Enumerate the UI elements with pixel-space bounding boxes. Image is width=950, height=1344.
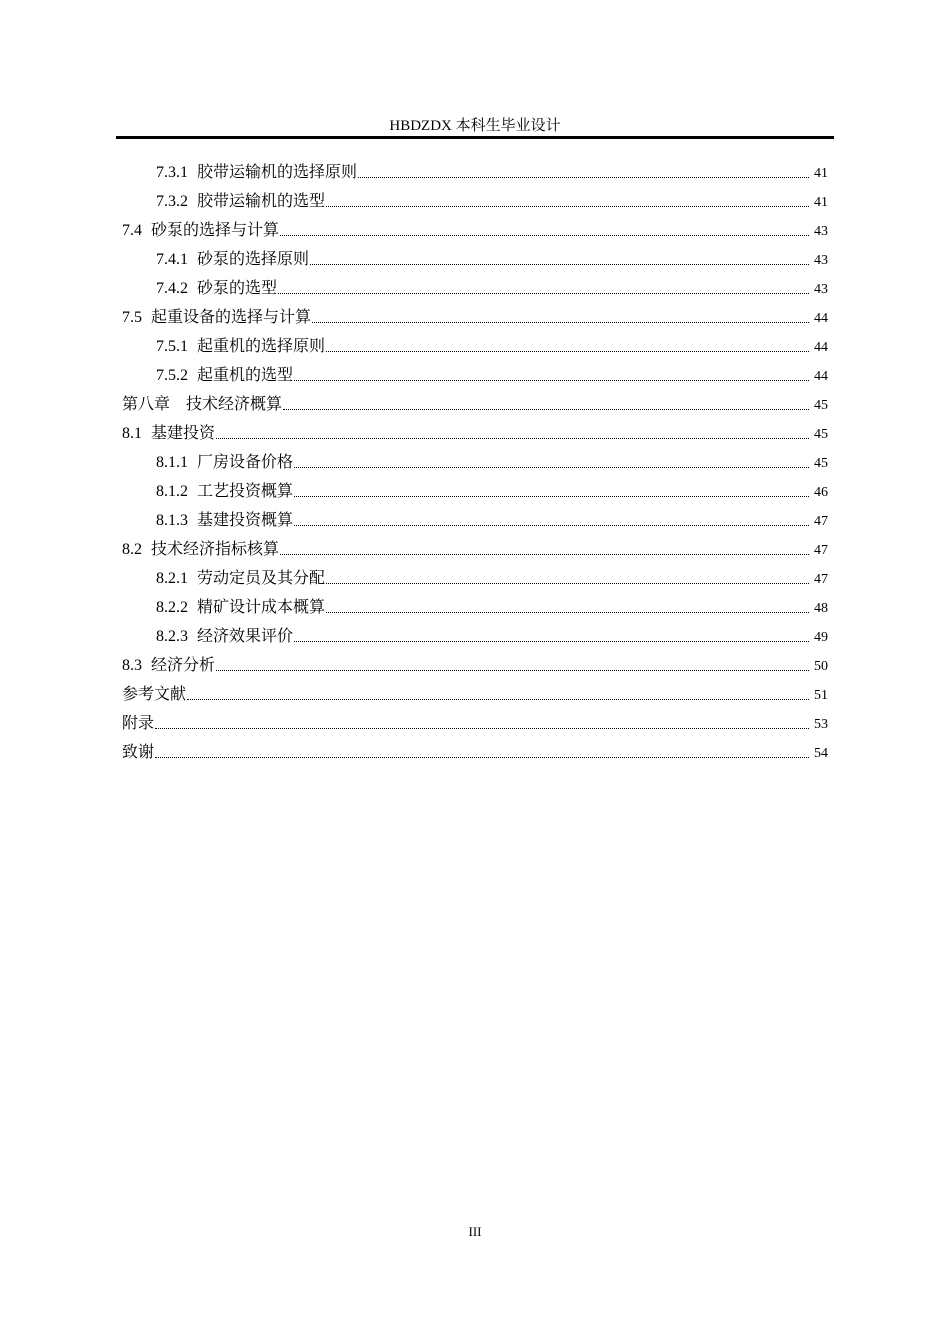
toc-entry-page: 47 (814, 514, 828, 529)
toc-entry-number: 7.5.1 (156, 338, 188, 355)
dot-leader (294, 524, 809, 526)
toc-entry-page: 44 (814, 311, 828, 326)
page-header: HBDZDX 本科生毕业设计 (389, 118, 561, 134)
toc-entry-page: 41 (814, 195, 828, 210)
dot-leader (280, 553, 809, 555)
toc-entry-number: 7.5 (122, 309, 142, 326)
toc-entry-title: 砂泵的选择原则 (197, 249, 310, 268)
toc-entry-page: 53 (814, 717, 828, 732)
toc-entry[interactable] (122, 385, 828, 414)
dot-leader (326, 582, 809, 584)
table-of-contents (122, 153, 828, 762)
toc-entry-number: 8.1.3 (156, 512, 188, 529)
toc-entry[interactable] (122, 240, 828, 269)
toc-entry-page: 47 (814, 543, 828, 558)
dot-leader (294, 466, 809, 468)
toc-entry-number: 7.3.2 (156, 193, 188, 210)
toc-entry[interactable] (122, 733, 828, 762)
toc-entry-title: 致谢 (122, 742, 155, 761)
toc-entry-page: 45 (814, 398, 828, 413)
toc-entry-number: 8.1.2 (156, 483, 188, 500)
toc-entry-page: 43 (814, 224, 828, 239)
toc-entry-title: 工艺投资概算 (197, 481, 294, 500)
toc-entry-page: 45 (814, 456, 828, 471)
toc-entry-number: 第八章 (122, 394, 171, 413)
toc-entry-page: 41 (814, 166, 828, 181)
toc-entry-title: 厂房设备价格 (197, 452, 294, 471)
toc-entry-number: 8.2.1 (156, 570, 188, 587)
toc-entry-page: 47 (814, 572, 828, 587)
toc-entry[interactable] (122, 269, 828, 298)
toc-entry-page: 43 (814, 282, 828, 297)
dot-leader (216, 437, 809, 439)
toc-entry-title: 基建投资 (151, 423, 216, 442)
toc-entry[interactable] (122, 617, 828, 646)
toc-entry[interactable] (122, 153, 828, 182)
toc-entry[interactable] (122, 530, 828, 559)
toc-entry-number: 7.5.2 (156, 367, 188, 384)
dot-leader (280, 234, 809, 236)
dot-leader (358, 176, 809, 178)
dot-leader (326, 611, 809, 613)
toc-entry-title: 技术经济指标核算 (151, 539, 280, 558)
toc-entry[interactable] (122, 443, 828, 472)
toc-entry-page: 45 (814, 427, 828, 442)
toc-entry[interactable] (122, 414, 828, 443)
toc-entry-page: 54 (814, 746, 828, 761)
dot-leader (155, 727, 809, 729)
toc-entry-page: 44 (814, 340, 828, 355)
toc-entry[interactable] (122, 211, 828, 240)
toc-entry-number: 8.2.3 (156, 628, 188, 645)
toc-entry-title: 胶带运输机的选择原则 (197, 162, 358, 181)
toc-entry-title: 起重设备的选择与计算 (151, 307, 312, 326)
toc-entry-page: 49 (814, 630, 828, 645)
toc-entry[interactable] (122, 356, 828, 385)
toc-entry-number: 8.2.2 (156, 599, 188, 616)
toc-entry-number: 8.2 (122, 541, 142, 558)
page-number: III (468, 1224, 482, 1239)
toc-entry[interactable] (122, 559, 828, 588)
toc-entry-page: 50 (814, 659, 828, 674)
toc-entry-title: 技术经济概算 (186, 394, 283, 413)
toc-entry[interactable] (122, 588, 828, 617)
toc-entry-number: 8.3 (122, 657, 142, 674)
toc-entry-title: 附录 (122, 713, 155, 732)
dot-leader (294, 495, 809, 497)
toc-entry[interactable] (122, 501, 828, 530)
dot-leader (278, 292, 809, 294)
toc-entry-title: 基建投资概算 (197, 510, 294, 529)
toc-entry-number: 8.1.1 (156, 454, 188, 471)
dot-leader (155, 756, 809, 758)
dot-leader (312, 321, 809, 323)
toc-entry-title: 胶带运输机的选型 (197, 191, 326, 210)
toc-entry-title: 精矿设计成本概算 (197, 597, 326, 616)
dot-leader (283, 408, 809, 410)
dot-leader (310, 263, 809, 265)
toc-entry[interactable] (122, 472, 828, 501)
toc-entry[interactable] (122, 182, 828, 211)
toc-entry-page: 48 (814, 601, 828, 616)
toc-entry[interactable] (122, 646, 828, 675)
dot-leader (294, 379, 809, 381)
toc-entry-page: 44 (814, 369, 828, 384)
toc-entry-title: 参考文献 (122, 684, 187, 703)
toc-entry-number: 7.4.2 (156, 280, 188, 297)
toc-entry-title: 劳动定员及其分配 (197, 568, 326, 587)
dot-leader (216, 669, 809, 671)
toc-entry-title: 砂泵的选择与计算 (151, 220, 280, 239)
toc-entry-title: 起重机的选型 (197, 365, 294, 384)
toc-entry[interactable] (122, 675, 828, 704)
toc-entry-page: 43 (814, 253, 828, 268)
toc-entry-title: 经济效果评价 (197, 626, 294, 645)
toc-entry-number: 7.4 (122, 222, 142, 239)
toc-entry-number: 7.4.1 (156, 251, 188, 268)
header-rule (116, 136, 834, 139)
dot-leader (294, 640, 809, 642)
toc-entry-title: 砂泵的选型 (197, 278, 278, 297)
toc-entry-page: 51 (814, 688, 828, 703)
toc-entry-title: 经济分析 (151, 655, 216, 674)
dot-leader (326, 350, 809, 352)
toc-entry-title: 起重机的选择原则 (197, 336, 326, 355)
toc-entry-page: 46 (814, 485, 828, 500)
dot-leader (187, 698, 809, 700)
toc-entry[interactable] (122, 298, 828, 327)
toc-entry-number: 7.3.1 (156, 164, 188, 181)
dot-leader (326, 205, 809, 207)
toc-entry[interactable] (122, 327, 828, 356)
toc-entry-number: 8.1 (122, 425, 142, 442)
toc-entry[interactable] (122, 704, 828, 733)
